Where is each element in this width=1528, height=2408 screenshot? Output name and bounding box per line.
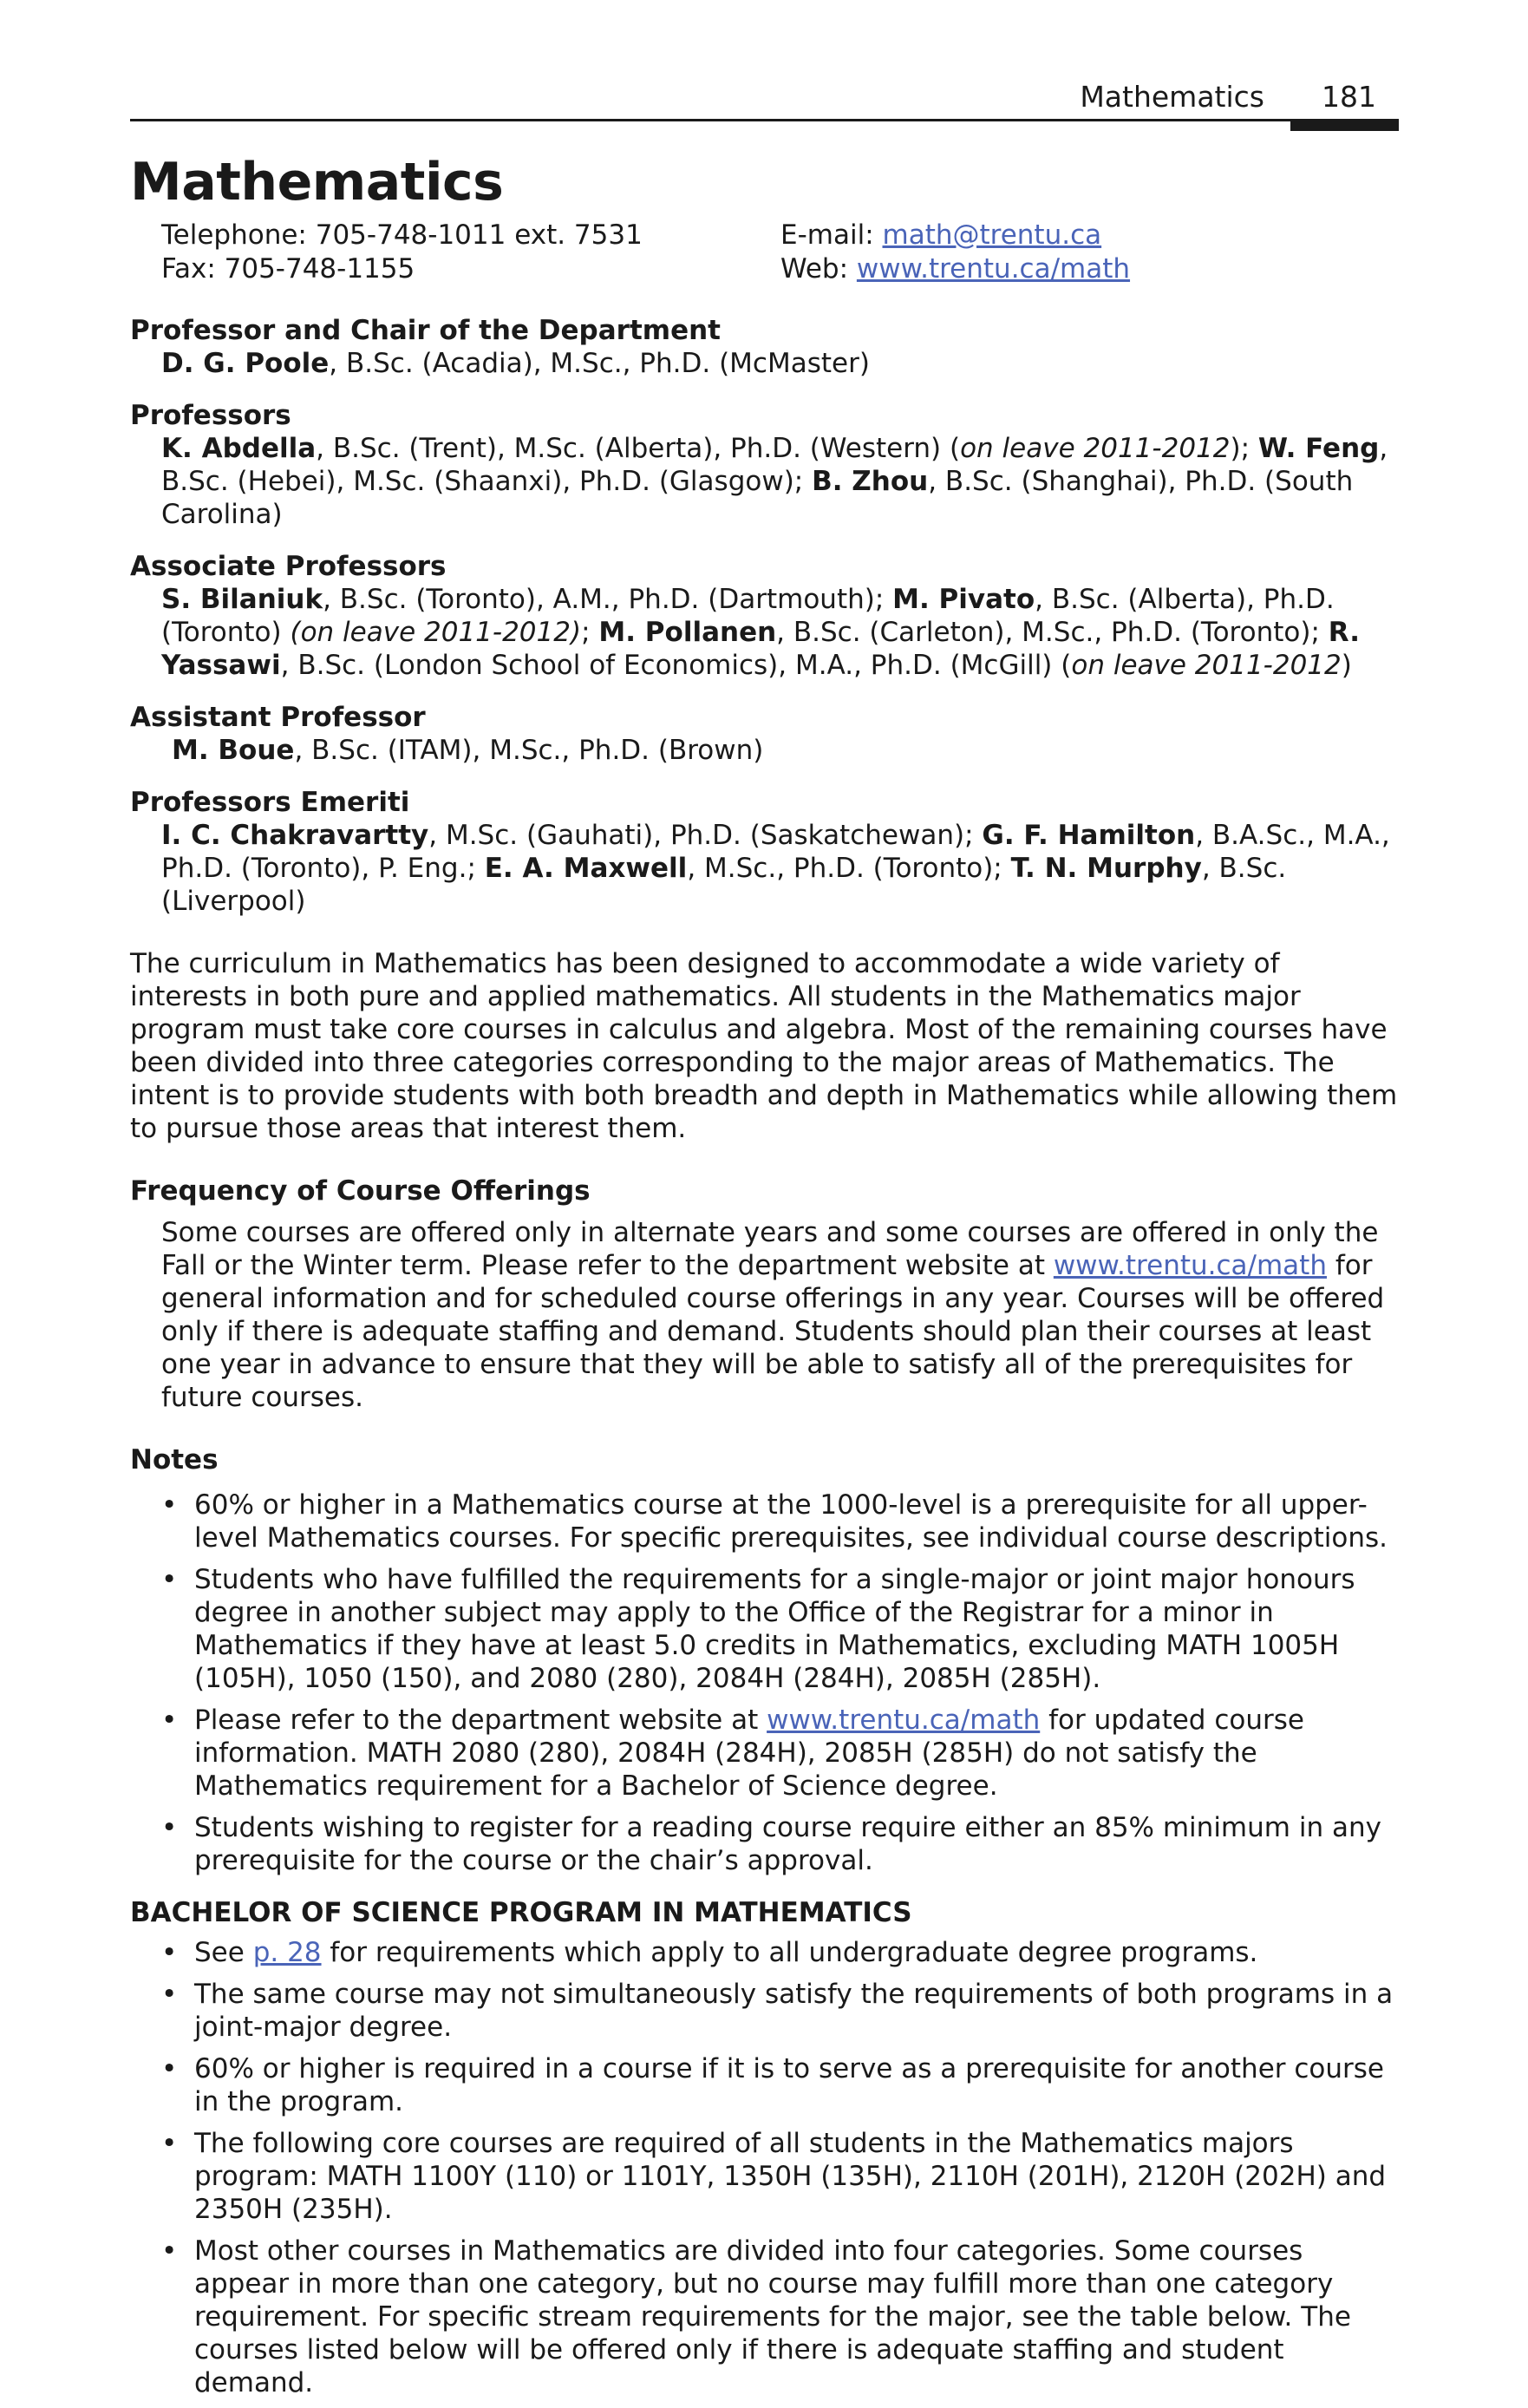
chair-entry: [130, 347, 1399, 380]
header-section-name: Mathematics: [1080, 80, 1264, 114]
leave-note: (on leave 2011-2012): [290, 617, 582, 648]
web-link[interactable]: www.trentu.ca/math: [856, 253, 1131, 285]
list-item: [130, 1936, 1399, 1969]
emeriti-section: [130, 786, 1399, 918]
leave-note: on leave 2011-2012: [960, 433, 1231, 464]
web-label: Web:: [780, 253, 857, 285]
bullet-icon: •: [161, 2053, 178, 2084]
frequency-paragraph: [130, 1216, 1399, 1414]
contact-online-column: [780, 219, 1130, 286]
notes-web-link[interactable]: www.trentu.ca/math: [767, 1705, 1041, 1736]
emeriti-entries: [130, 819, 1399, 918]
bullet-icon: •: [161, 2235, 178, 2267]
bullet-icon: •: [161, 1705, 178, 1736]
associate-entries: [130, 583, 1399, 682]
professor-credentials: , B.Sc. (ITAM), M.Sc., Ph.D. (Brown): [294, 735, 764, 766]
professor-name: I. C. Chakravartty: [161, 820, 429, 851]
chair-heading: Professor and Chair of the Department: [130, 315, 721, 346]
emeriti-heading: Professors Emeriti: [130, 787, 410, 818]
bullet-icon: •: [161, 2128, 178, 2159]
bullet-icon: •: [161, 1812, 178, 1843]
professors-entries: [130, 432, 1399, 531]
page-title: Mathematics: [130, 152, 504, 213]
email-link[interactable]: math@trentu.ca: [882, 219, 1102, 251]
bsc-text: See: [194, 1937, 253, 1968]
assistant-entry: [130, 734, 1399, 767]
note-text: Please refer to the department website at: [194, 1705, 767, 1736]
professor-name: W. Feng: [1257, 433, 1380, 464]
bsc-text: for requirements which apply to all undergraduate degree programs.: [321, 1937, 1258, 1968]
list-item: [130, 1704, 1399, 1803]
associate-heading: Associate Professors: [130, 551, 447, 582]
note-text: Students wishing to register for a reading course require either an 85% minimum in any prerequisite for the course or the chair’s approval.: [194, 1812, 1381, 1876]
bsc-program-section: [130, 1896, 1399, 2399]
list-item: [130, 1978, 1399, 2044]
bullet-icon: •: [161, 1564, 178, 1595]
bsc-text: The same course may not simultaneously satisfy the requirements of both programs in a joint-major degree.: [194, 1979, 1394, 2043]
bsc-text: Most other courses in Mathematics are divided into four categories. Some courses appear in more than one category, but no course may fulfill more than one category requirement. For specific stream requirements for the major, see the table below. The courses listed below will be offered only if there is adequate staffing and student demand.: [194, 2235, 1351, 2398]
professor-credentials: , B.Sc. (Carleton), M.Sc., Ph.D. (Toronto);: [776, 617, 1329, 648]
list-item: [130, 2235, 1399, 2399]
list-item: [130, 1489, 1399, 1554]
professor-credentials: , B.Sc. (Trent), M.Sc. (Alberta), Ph.D. (Western) (: [316, 433, 961, 464]
bsc-text: The following core courses are required of all students in the Mathematics majors program: MATH 1100Y (110) or 1101Y, 1350H (135H), 2110H (201H), 2120H (202H) and 2350H (235H).: [194, 2128, 1387, 2225]
chair-section: [130, 314, 1399, 380]
frequency-section: [130, 1175, 1399, 1414]
professor-credentials: , B.Sc. (Hebei), M.Sc. (Shaanxi), Ph.D. (Glasgow);: [161, 433, 1388, 497]
frequency-text: Some courses are offered only in alternate years and some courses are offered in only the Fall or the Winter term. Please refer to the department website at: [161, 1217, 1379, 1281]
frequency-heading: Frequency of Course Offerings: [130, 1175, 591, 1207]
list-item: [130, 1563, 1399, 1695]
associate-professors-section: [130, 550, 1399, 682]
web-line: [780, 252, 1130, 286]
leave-note: on leave 2011-2012: [1071, 650, 1342, 681]
professor-name: E. A. Maxwell: [484, 853, 688, 884]
bsc-list: [130, 1936, 1399, 2399]
intro-paragraph: The curriculum in Mathematics has been designed to accommodate a wide variety of interests in both pure and applied mathematics. All students in the Mathematics major program must take core courses in calculus and algebra. Most of the remaining courses have been divided into three categories corresponding to the major areas of Mathematics. The intent is to provide students with both breadth and depth in Mathematics while allowing them to pursue those areas that interest them.: [130, 948, 1398, 1144]
professor-name: S. Bilaniuk: [161, 584, 323, 615]
frequency-text: for general information and for scheduled course offerings in any year. Courses will be offered only if there is adequate staffing and demand. Students should plan their courses at least one year in advance to ensure that they will be able to satisfy all of the prerequisites for future courses.: [161, 1250, 1385, 1413]
professor-name: M. Pivato: [892, 584, 1035, 615]
bullet-icon: •: [161, 1979, 178, 2010]
professors-heading: Professors: [130, 400, 291, 431]
professor-name: T. N. Murphy: [1010, 853, 1202, 884]
punctuation: ): [1341, 650, 1352, 681]
chair-credentials: , B.Sc. (Acadia), M.Sc., Ph.D. (McMaster): [329, 348, 870, 379]
bullet-icon: •: [161, 1937, 178, 1968]
note-text: 60% or higher in a Mathematics course at the 1000-level is a prerequisite for all upper-level Mathematics courses. For specific prerequisites, see individual course descriptions.: [194, 1489, 1388, 1554]
notes-list: [130, 1489, 1399, 1877]
professor-name: M. Pollanen: [598, 617, 777, 648]
professor-credentials: , M.Sc. (Gauhati), Ph.D. (Saskatchewan);: [428, 820, 983, 851]
chair-name: D. G. Poole: [161, 348, 330, 379]
contact-phone-column: [161, 219, 643, 286]
punctuation: ;: [581, 617, 599, 648]
header-tab-bar: [1290, 119, 1399, 131]
running-header: [130, 76, 1399, 121]
professors-section: [130, 399, 1399, 531]
assistant-heading: Assistant Professor: [130, 702, 426, 733]
professor-name: B. Zhou: [812, 466, 929, 497]
note-text: Students who have fulfilled the requirements for a single-major or joint major honours degree in another subject may apply to the Office of the Registrar for a minor in Mathematics if they have at least 5.0 credits in Mathematics, excluding MATH 1005H (105H), 1050 (150), and 2080 (280), 2084H (284H), 2085H (285H).: [194, 1564, 1355, 1694]
professor-credentials: , B.Sc. (Toronto), A.M., Ph.D. (Dartmouth);: [323, 584, 893, 615]
professor-name: R. Yassawi: [161, 617, 1360, 681]
telephone: Telephone: 705-748-1011 ext. 7531: [161, 219, 643, 251]
professor-credentials: , B.Sc. (Shanghai), Ph.D. (South Carolina): [161, 466, 1354, 530]
notes-heading: Notes: [130, 1444, 219, 1476]
list-item: [130, 2052, 1399, 2118]
professor-credentials: , B.A.Sc., M.A., Ph.D. (Toronto), P. Eng.;: [161, 820, 1390, 884]
professor-credentials: , B.Sc. (Alberta), Ph.D. (Toronto): [161, 584, 1335, 648]
note-text: for updated course information. MATH 2080 (280), 2084H (284H), 2085H (285H) do not satisfy the Mathematics requirement for a Bachelor of Science degree.: [194, 1705, 1304, 1802]
frequency-web-link[interactable]: www.trentu.ca/math: [1053, 1250, 1327, 1281]
notes-section: [130, 1443, 1399, 1877]
professor-name: G. F. Hamilton: [982, 820, 1196, 851]
professor-credentials: , B.Sc. (Liverpool): [161, 853, 1287, 917]
header-page-number: 181: [1322, 80, 1376, 114]
professor-name: K. Abdella: [161, 433, 317, 464]
bsc-heading: BACHELOR OF SCIENCE PROGRAM IN MATHEMATICS: [130, 1897, 912, 1928]
fax: Fax: 705-748-1155: [161, 253, 415, 285]
header-rule: [130, 119, 1399, 121]
professor-name: M. Boue: [172, 735, 295, 766]
bullet-icon: •: [161, 1489, 178, 1521]
list-item: [130, 2127, 1399, 2226]
main-content: [130, 314, 1399, 2408]
punctuation: );: [1230, 433, 1258, 464]
page-reference-link[interactable]: p. 28: [252, 1937, 322, 1968]
list-item: [130, 1811, 1399, 1877]
professor-credentials: , M.Sc., Ph.D. (Toronto);: [687, 853, 1011, 884]
bsc-text: 60% or higher is required in a course if it is to serve as a prerequisite for another course in the program.: [194, 2053, 1384, 2117]
email-line: [780, 219, 1130, 252]
email-label: E-mail:: [780, 219, 883, 251]
assistant-professor-section: [130, 701, 1399, 767]
professor-credentials: , B.Sc. (London School of Economics), M.A., Ph.D. (McGill) (: [280, 650, 1072, 681]
